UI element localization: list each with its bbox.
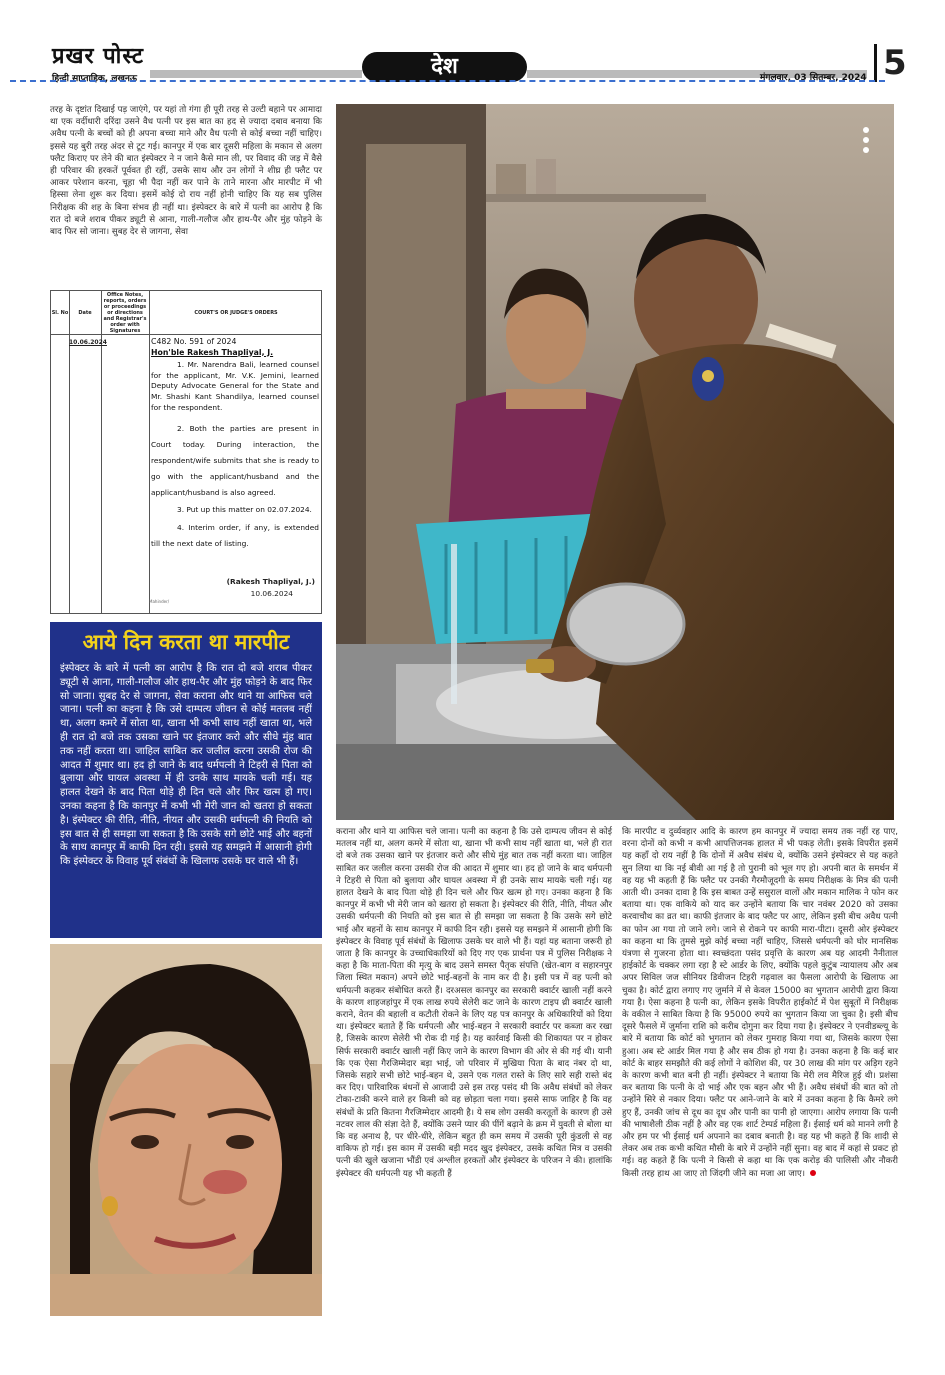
issue-date: मंगलवार, 03 सितम्बर, 2024 — [760, 73, 867, 83]
order-para-4: 4. Interim order, if any, is extended till the next date of listing. — [151, 522, 319, 548]
header-rule-left — [150, 70, 362, 78]
header-date: Date — [78, 310, 92, 316]
woman-face-illustration — [50, 944, 322, 1316]
clerk-mark: Mahinder/ — [149, 599, 170, 604]
header-office-notes: Office Notes, reports, orders or proceedings or directions and Registrar's order with Signatures — [103, 292, 147, 334]
court-order-document — [50, 290, 322, 614]
highlight-title: आये दिन करता था मारपीट — [82, 629, 290, 654]
masthead — [52, 40, 144, 84]
brand-title: प्रखर पोस्ट — [52, 43, 145, 69]
case-number: C482 No. 591 of 2024 — [151, 337, 237, 346]
brand-tagline: हिन्दी साप्ताहिक, लखनऊ — [52, 74, 137, 84]
highlight-box — [50, 622, 322, 938]
table-divider — [149, 291, 150, 613]
kitchen-scene-illustration — [336, 104, 894, 820]
header-sl-no: Sl. No — [51, 310, 69, 316]
page-number: 5 — [874, 44, 907, 82]
order-content — [151, 337, 319, 552]
end-mark-icon — [810, 1170, 816, 1176]
signature-name: (Rakesh Thapliyal, J.) — [226, 577, 315, 586]
injury-photo — [50, 944, 322, 1316]
order-para-3: 3. Put up this matter on 02.07.2024. — [177, 505, 312, 515]
header-court-orders: COURT'S OR JUDGE'S ORDERS — [194, 310, 278, 316]
order-para-2: 2. Both the parties are present in Court today. During interaction, the respondent/wife submits that she is ready to go with the applicant/husband and the applicant/husband is also agreed. — [151, 424, 319, 498]
section-label: देश — [362, 52, 527, 82]
article-text-column-2 — [622, 826, 898, 1180]
header-divider — [10, 80, 885, 82]
signature-date: 10.06.2024 — [250, 589, 293, 598]
order-para-1: 1. Mr. Narendra Bali, learned counsel for the applicant, Mr. V.K. Jemini, learned Deputy Advocate General for the State and Mr. Shashi Kant Shandilya, learned counsel for the respondent. — [151, 360, 319, 412]
judge-name: Hon'ble Rakesh Thapliyal, J. — [151, 347, 274, 357]
main-photo — [336, 104, 894, 820]
highlight-body: इंस्पेक्टर के बारे में पत्नी का आरोप है कि रात दो बजे शराब पीकर ड्यूटी से आना, गाली-गलौज और हाथ-पैर और मुंह फोड़ने के बाद फिर सो जाना। सुबह देर से जागना, सेवा कराना और थाने या आफिस चले जाना। पत्नी का कहना है कि उसे दाम्पत्य जीवन से कोई मतलब नहीं था, अलग कमरे में सोता था, खाना भी कभी साथ नहीं खाता था, भले ही रात दो बजे तक उसका खाने पर इंतजार करो और सीधे मुंह बात तक नहीं करता था। जाहिल साबित कर जलील करना उसकी रोज की आदत में शुमार था। हद हो जाने के बाद धर्मपत्नी ने टिहरी से पिता को बुलाया और घायल अवस्था में ही उनके साथ मायके चली गई। यह हालत देखने के बाद पिता थोड़े ही दिन चले और फिर खत्म हो गए। उनका कहना है कि कानपुर में कभी भी मेरी जान को खतरा हो सकता है। इंस्पेक्टर की रीति, नीति, नीयत और उसकी धर्मपत्नी की नियति को इस बात से ही समझा जा सकता है कि उसके सगे छोटे भाई और बहनों के साथ कानपुर में काफी दिन रही। इससे यह समझने में आसानी होगी कि इंस्पेक्टर के विवाह पूर्व संबंधों के खिलाफ उसके घर वाले भी हैं। — [60, 663, 312, 868]
article-text-column-1: कराना और थाने या आफिस चले जाना। पत्नी का कहना है कि उसे दाम्पत्य जीवन से कोई मतलब नहीं था, अलग कमरे में सोता था, खाना भी कभी साथ नहीं खाता था, भले ही रात दो बजे तक उसका खाने पर इंतजार करो और सीधे मुंह बात तक नहीं करता था। जाहिल साबित कर जलील करना उसकी रोज की आदत में शुमार था। हद हो जाने के बाद धर्मपत्नी ने टिहरी से पिता को बुलाया और घायल अवस्था में ही उनके साथ मायके चली गई। यह हालत देखने के बाद पिता थोड़े ही दिन चले और फिर खत्म हो गए। उनका कहना है कि कानपुर में कभी भी मेरी जान को खतरा हो सकता है। इंस्पेक्टर की रीति, नीति, नीयत और उसकी धर्मपत्नी की नियति को इस बात से ही समझा जा सकता है कि उसके सगे छोटे भाई और बहनों के साथ कानपुर में काफी दिन रही। इससे यह समझने में आसानी होगी कि इंस्पेक्टर के विवाह पूर्व संबंधों के खिलाफ उसके घर वाले भी हैं। यहां यह बताना जरूरी हो जाता है कि कानपुर के उच्चाधिकारियों को दिए गए एक प्रार्थना पत्र में पुलिस निरीक्षक ने कहा है कि माता-पिता की मृत्यु के बाद उसने समस्त पैतृक संपत्ति (खेत-बाग व सहारनपुर जिला स्थित मकान) अपने छोटे भाई-बहनों के नाम कर दी है। इसी पत्र में वह पत्नी को धर्मपत्नी कहकर संबोधित करते हैं। दरअसल कानपुर का सरकारी क्वार्टर खाली नहीं करने के कारण शाहजहांपुर में एक लाख रुपये सेलेरी कट जाने के कारण टाइप थ्री क्वार्टर खाली कराने, वेतन की बहाली व कटौती रोकने के लिए यह पत्र कानपुर के अधिकारियों को दिया था। इंस्पेक्टर बताते हैं कि धर्मपत्नी और भाई-बहन ने सरकारी क्वार्टर पर कब्जा कर रखा है, जिसके कारण सेलेरी भी रोक दी गई है। यह कार्रवाई किसी की शिकायत पर न होकर सिर्फ सरकारी क्वार्टर खाली नहीं किए जाने के कारण विभाग की ओर से की गई थी। यानी कि एक ऐसा गैरजिम्मेदार बड़ा भाई, जो परिवार में मुखिया पिता के बाद नंबर दो था, जिसके सहारे सभी छोटे भाई-बहन थे, उसने एक गलत रास्ते के लिए सारे सही रास्ते बंद कर दिए। पारिवारिक बंधनों से आजादी उसे इस तरह पसंद थी कि अवैध संबंधों को लेकर टोका-टाकी करने वाले हर किसी को वह छोड़ता चला गया। इससे साफ जाहिर है कि वह संबंधों के प्रति कितना गैरजिम्मेदार आदमी है। ये सब लोग उसकी करतूतों के कारण ही उसे नटवर लाल की संज्ञा देते हैं, क्योंकि उसने प्यार की पींगें बढ़ाने के क्रम में युवती से बोला था कि वह अनाथ है, पर धीरे-धीरे, लेकिन बहुत ही कम समय में उसकी पूरी कुंडली से वह वाकिफ हो गई। इस काम में उसकी बड़ी मदद खुद इंस्पेक्टर, उसके कथित मित्र व उसकी पत्नी की खुले खजाना भौंडी एवं अश्लील हरकतों और इंस्पेक्टर के परिजन ने की। हालांकि इंस्पेक्टर की धर्मपत्नी यह भी कहती हैं — [336, 827, 612, 1179]
order-date: 10.06.2024 — [69, 339, 107, 346]
article-text-column-2-body: कि मारपीट व दुर्व्यवहार आदि के कारण हम कानपुर में ज्यादा समय तक नहीं रह पाए, वरना दोनों को कभी न कभी आपत्तिजनक हालत में भी पकड़ लेती। इसके विपरीत इसमें यह कहाँ दो राय नहीं है कि दोनों में अवैध संबंध थे, क्योंकि उसने इंस्पेक्टर से यह कहते सुन लिया था कि नई बीवी आ गई है तो पुरानी को भूल गए हो। अपनी बात के समर्थन में वह यह भी कहती हैं कि फ्लैट पर उनकी गैरमौजूदगी के समय निरीक्षक के मित्र की पत्नी आती थी। उनका दावा है कि इस बाबत उन्हें ससुराल वालों और मकान मालिक ने फोन कर बताया था। एक वाकिये को याद कर उन्होंने बताया कि चार नवंबर 2020 को उसका करवाचौथ का व्रत था। काफी इंतजार के बाद फ्लैट पर आए, लेकिन इसी बीच अवैध पत्नी का फोन आ गया तो जाने लगे। जाने से रोकने पर काफी मारा-पीटा। दूसरी ओर इंस्पेक्टर का कहना था कि तुमसे मुझे कोई बच्चा नहीं चाहिए, जिससे धर्मपत्नी को घोर मानसिक यंत्रणा से गुजरना होता था। स्वच्छंदता पसंद प्रवृत्ति के कारण अब यह आदमी नैनीताल हाईकोर्ट के चक्कर लगा रहा है स्टे आर्डर के लिए, क्योंकि पहले कुटुंब न्यायालय और अब अपर सिविल जज सीनियर डिवीजन टिहरी गढ़वाल का फैसला आरोपी के खिलाफ आ चुका है। कोर्ट द्वारा लगाए गए जुर्माने में से केवल 15000 का भुगतान आरोपी द्वारा किया गया है। ऐसा कहना है पत्नी का, लेकिन इसके विपरीत हाईकोर्ट में पेश सुबूतों में निरीक्षक के वकील ने साबित किया है कि 95000 रुपये का भुगतान किया जा चुका है। इसी बीच दूसरे फैसले में जुर्माना राशि को करीब दोगुना कर दिया गया है। इंस्पेक्टर ने एनवीडब्ल्यू के बारे में बताया कि कोर्ट को भुगतान को लेकर गुमराह किया गया था, जिसके कारण ऐसा हुआ। अब स्टे आर्डर मिल गया है और सब ठीक हो गया है। उनका कहना है कि कई बार कोर्ट के बाहर समझौते की कई लोगों ने कोशिश की, पर 30 लाख की मांग पर अड़िग रहने के कारण कभी बात बनी ही नहीं। इंस्पेक्टर ने बताया कि मेरी लव मैरिज हुई थी। प्रशंसा कर बताया कि पत्नी के दो भाई और एक बहन और भी हैं। अवैध संबंधों की बात को तो उन्होंने सिरे से नकार दिया। फ्लैट पर आने-जाने के बारे में उनका कहना है कि कैमरे लगे हुए हैं, उनकी जांच से दूध का दूध और पानी का पानी हो जाएगा। आरोप लगाया कि पत्नी की भाषाशैली ठीक नहीं है और वह एक शार्ट टेम्पर्ड महिला हैं। ईसाई धर्म को मानने लगी है और हम पर भी ईसाई धर्म अपनाने का दबाव बनाती है। वह यह भी कहते हैं कि शादी से लेकर अब तक कभी कथित मौसी के बारे में उन्होंने नहीं सुना। वह बाद में कहां से प्रकट हो गई। वह कहते हैं कि पत्नी ने किसी से कहा था कि एक करोड़ की पालिसी और नौकरी किसी तरह हाथ आ जाए तो जिंदगी जीने का मजा आ जाए। — [622, 827, 898, 1179]
article-text-top: तरह के दृष्टांत दिखाई पड़ जाएंगे, पर यहां तो गंगा ही पूरी तरह से उल्टी बहाने पर आमादा था एक वर्दीधारी दरिंदा उसने वैध पत्नी पर इस बात का हद से ज्यादा दबाव बनाया कि अवैध पत्नी के बच्चों को ही अपना बच्चा माने और वैध पत्नी से कोई बच्चा नहीं चाहिए। इससे यह बुरी तरह अंदर से टूट गई। कानपुर में एक बार दूसरी महिला के मकान से अलग फ्लैट किराए पर लेने की बात इंस्पेक्टर ने न जाने कैसे मान ली, पर विवाद की जड़ में वैसे ही परिवार की हरकतें पूर्ववत ही रहीं, उसके साथ और उन लोगों ने शीघ्र ही फ्लैट पर आकर परेशान करना, चूहा भी पैदा नहीं कर पाने के ताने मारना और मारपीट में भी हिस्सा लेना शुरू कर दिया। इसमें कोई दो राय नहीं होनी चाहिए कि यह सब पुलिस निरीक्षक की शह के बिना संभव ही नहीं था। इंस्पेक्टर के बारे में पत्नी का आरोप है कि रात दो बजे शराब पीकर ड्यूटी से आना, गाली-गलौज और हाथ-पैर और मुंह फोड़ने के बाद फिर सो जाना। सुबह देर से जागना, सेवा — [50, 105, 322, 238]
